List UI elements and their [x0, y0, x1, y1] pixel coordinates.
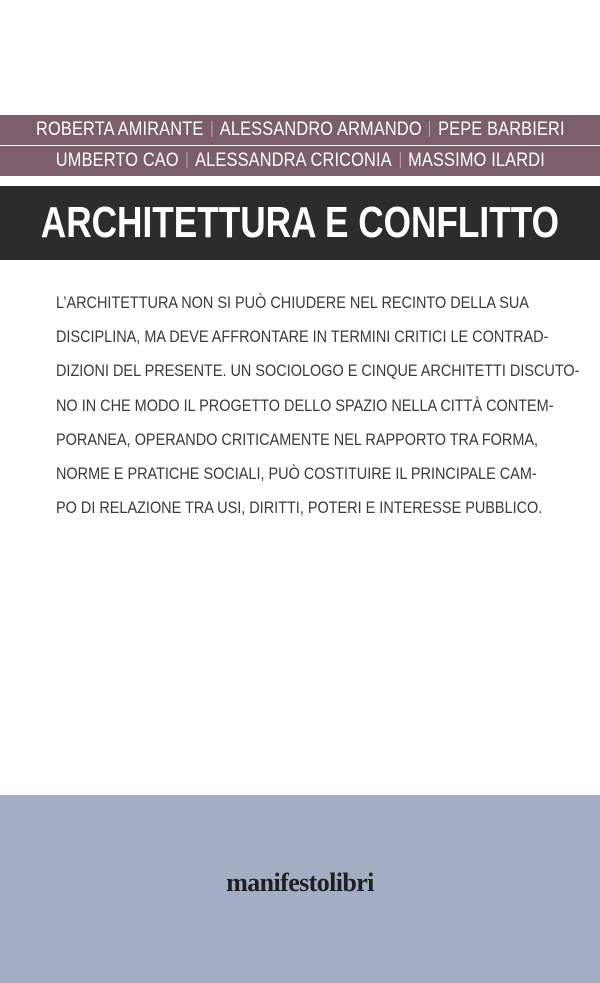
blurb-line: DISCIPLINA, MA DEVE AFFRONTARE IN TERMINI CRITICI LE CONTRAD- — [56, 327, 549, 347]
author-names-row-2 — [55, 150, 544, 172]
author-name: ALESSANDRA CRICONIA — [194, 150, 392, 171]
author-band-row-1 — [0, 115, 600, 145]
author-separator — [399, 152, 400, 168]
publisher-logo: manifestolibri — [226, 868, 374, 897]
blurb-line: PO DI RELAZIONE TRA USI, DIRITTI, POTERI E INTERESSE PUBBLICO. — [56, 498, 543, 518]
book-title: ARCHITETTURA E CONFLITTO — [40, 198, 560, 247]
author-name: MASSIMO ILARDI — [407, 150, 545, 171]
blurb-line: NO IN CHE MODO IL PROGETTO DELLO SPAZIO NELLA CITTÀ CONTEM- — [56, 395, 554, 415]
author-separator — [186, 152, 187, 168]
blurb-text — [56, 286, 580, 525]
author-band-row-2 — [0, 146, 600, 176]
blurb-line: NORME E PRATICHE SOCIALI, PUÒ COSTITUIRE IL PRINCIPALE CAM- — [56, 464, 537, 484]
blurb-line: PORANEA, OPERANDO CRITICAMENTE NEL RAPPORTO TRA FORMA, — [56, 429, 539, 449]
author-name: ROBERTA AMIRANTE — [35, 119, 204, 140]
author-name: UMBERTO CAO — [55, 150, 179, 171]
blurb-line: DIZIONI DEL PRESENTE. UN SOCIOLOGO E CINQUE ARCHITETTI DISCUTO- — [56, 361, 580, 381]
author-separator — [211, 121, 212, 137]
author-separator — [429, 121, 430, 137]
blurb-line: L’ARCHITETTURA NON SI PUÒ CHIUDERE NEL RECINTO DELLA SUA — [56, 293, 529, 312]
author-name: ALESSANDRO ARMANDO — [219, 119, 422, 140]
title-band — [0, 186, 600, 260]
author-names-row-1 — [36, 119, 565, 141]
author-name: PEPE BARBIERI — [437, 119, 565, 140]
